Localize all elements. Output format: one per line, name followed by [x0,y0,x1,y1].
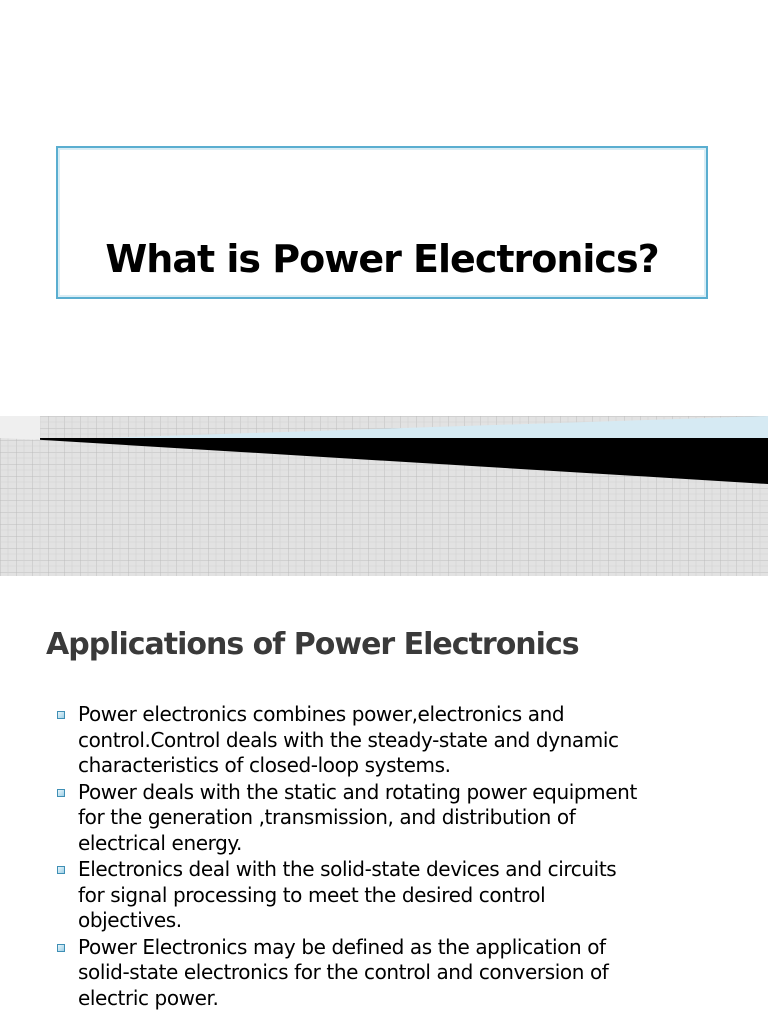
square-bullet-icon [57,789,65,797]
bullet-line: electrical energy. [78,830,242,855]
square-bullet-icon [57,866,65,874]
top-left-strip [0,416,40,440]
bullet-line: Power deals with the static and rotating power equipment [78,779,637,804]
bullet-line: for the generation ,transmission, and distribution of [78,805,576,829]
bullet-line: control.Control deals with the steady-state and dynamic [78,727,619,752]
bullet-line: solid-state electronics for the control and conversion of [78,960,609,984]
bullet-item [56,935,746,1012]
square-bullet-icon [57,711,65,719]
bullet-item [56,857,746,934]
bullet-line: Power electronics combines power,electronics and [78,702,565,726]
decorative-band [0,416,768,576]
bullet-list [56,702,746,1012]
bullet-line: objectives. [78,908,182,932]
bullet-line: characteristics of closed-loop systems. [78,753,451,777]
bullet-line: for signal processing to meet the desired control [78,882,546,907]
slide-applications [0,576,768,1024]
slide-title-text: What is Power Electronics? [105,237,659,281]
title-frame [56,146,708,299]
bullet-line: electric power. [78,985,219,1010]
bullet-line: Electronics deal with the solid-state devices and circuits [78,857,617,881]
bullet-item [56,702,746,779]
slide-heading: Applications of Power Electronics [46,627,579,662]
bullet-item [56,780,746,857]
square-bullet-icon [57,944,65,952]
bullet-line: Power Electronics may be defined as the application of [78,934,606,959]
